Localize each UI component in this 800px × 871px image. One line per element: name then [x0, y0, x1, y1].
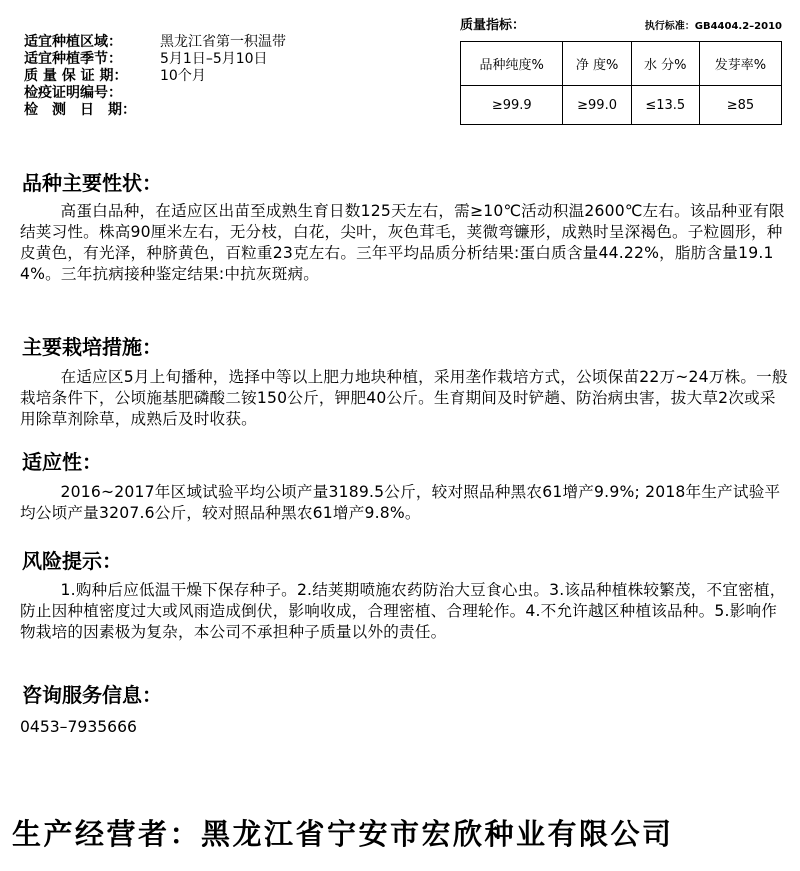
quality-header-cell: 发芽率% [699, 42, 781, 86]
quality-value-cell: ≥85 [699, 86, 781, 125]
quality-table [460, 41, 782, 125]
quality-value-cell: ≥99.9 [461, 86, 563, 125]
section-title-cultivation: 主要栽培措施： [22, 335, 162, 359]
quality-title: 质量指标： [460, 18, 526, 33]
info-label: 适宜种植季节： [24, 51, 122, 67]
info-value: 黑龙江省第一积温带 [160, 34, 286, 50]
info-row-test-date [24, 102, 444, 119]
quality-header-cell: 净 度% [563, 42, 631, 86]
info-label: 适宜种植区域： [24, 34, 122, 50]
section-text-adaptability: 2016~2017年区域试验平均公顷产量3189.5公斤，较对照品种黑农61增产9.9%; 2018年生产试验平均公顷产量3207.6公斤，较对照品种黑农61增产9.8%。 [20, 483, 781, 522]
quality-header-cell: 水 分% [631, 42, 699, 86]
section-text-traits: 高蛋白品种，在适应区出苗至成熟生育日数125天左右，需≥10℃活动积温2600℃左右。该品种亚有限结荚习性。株高90厘米左右，无分枝，白花，尖叶，灰色茸毛，荚微弯镰形，成熟时呈深褐色。子粒圆形，种皮黄色，有光泽，种脐黄色，百粒重23克左右。三年平均品质分析结果:蛋白质含量44.22%，脂肪含量19.14%。三年抗病接种鉴定结果:中抗灰斑病。 [20, 202, 785, 283]
quality-value-cell: ≤13.5 [631, 86, 699, 125]
quality-value-row [461, 86, 782, 125]
section-text-cultivation: 在适应区5月上旬播种，选择中等以上肥力地块种植，采用垄作栽培方式，公顷保苗22万~24万株。一般栽培条件下，公顷施基肥磷酸二铵150公斤，钾肥40公斤。生育期间及时铲趟、防治病虫害，拔大草2次或采用除草剂除草，成熟后及时收获。 [20, 368, 788, 428]
info-row-region [24, 34, 444, 51]
section-title-service: 咨询服务信息： [22, 683, 162, 707]
quality-header-cell: 品种纯度% [461, 42, 563, 86]
info-label: 检 测 日 期： [24, 102, 136, 118]
quality-header-row [461, 42, 782, 86]
info-row-quarantine [24, 85, 444, 102]
info-label: 质 量 保 证 期： [24, 68, 128, 84]
info-row-season [24, 51, 444, 68]
producer-name: 生产经营者：黑龙江省宁安市宏欣种业有限公司 [12, 817, 674, 851]
quality-header [460, 14, 782, 36]
service-phone: 0453–7935666 [20, 718, 137, 736]
quality-standard: 执行标准：GB4404.2–2010 [644, 21, 782, 32]
section-text-risk: 1.购种后应低温干燥下保存种子。2.结荚期喷施农药防治大豆食心虫。3.该品种植株较繁茂，不宜密植，防止因种植密度过大或风雨造成倒伏，影响收成，合理密植、合理轮作。4.不允许越区种植该品种。5.影响作物栽培的因素极为复杂，本公司不承担种子质量以外的责任。 [20, 581, 786, 641]
quality-value-cell: ≥99.0 [563, 86, 631, 125]
section-title-risk: 风险提示： [22, 549, 122, 573]
section-title-traits: 品种主要性状： [22, 171, 162, 195]
quality-indicators [460, 14, 782, 125]
info-label: 检疫证明编号： [24, 85, 122, 101]
info-value: 5月1日–5月10日 [160, 51, 268, 67]
section-title-adaptability: 适应性： [22, 450, 102, 474]
product-info-block [24, 34, 444, 119]
info-row-warranty [24, 68, 444, 85]
info-value: 10个月 [160, 68, 206, 84]
